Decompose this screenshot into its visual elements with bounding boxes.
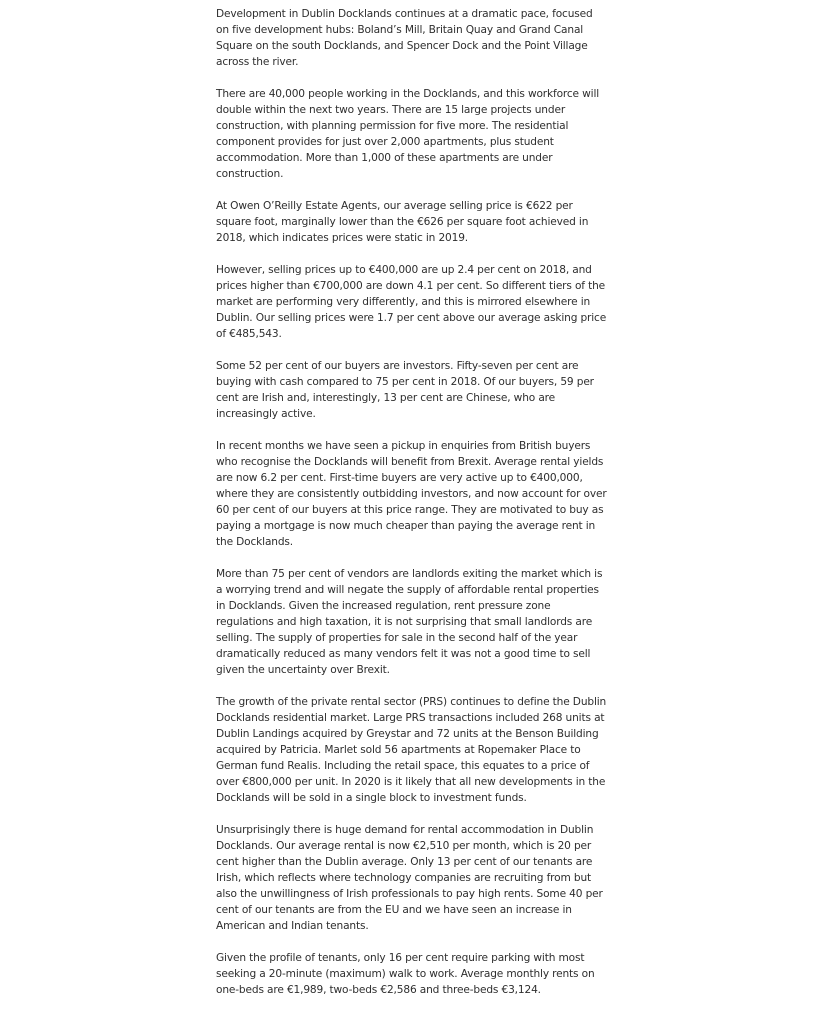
paragraph-buyers: Some 52 per cent of our buyers are investors. Fifty-seven per cent are buying with cash compared to 75 per cent in 2018. Of our buyers, 59 per cent are Irish and, interestingly, 13 per cent are Chinese, who are increasingly active. [216, 360, 594, 420]
paragraph-british-buyers: In recent months we have seen a pickup in enquiries from British buyers who recognise the Docklands will benefit from Brexit. Average rental yields are now 6.2 per cent. First-time buyers are very active up to €400,000, where they are consistently outbidding investors, and now account for over 60 per cent of our buyers at this price range. They are motivated to buy as paying a mortgage is now much cheaper than paying the average rent in the Docklands. [216, 440, 607, 548]
paragraph-price-tiers: However, selling prices up to €400,000 are up 2.4 per cent on 2018, and prices higher than €700,000 are down 4.1 per cent. So different tiers of the market are performing very differently, and this is mirrored elsewhere in Dublin. Our selling prices were 1.7 per cent above our average asking price of €485,543. [216, 264, 607, 340]
paragraph-workforce: There are 40,000 people working in the Docklands, and this workforce will double within the next two years. There are 15 large projects under construction, with planning permission for five more. The residential component provides for just over 2,000 apartments, plus student accommodation. More than 1,000 of these apartments are under construction. [216, 88, 600, 180]
paragraph-docklands-development: Development in Dublin Docklands continues at a dramatic pace, focused on five development hubs: Boland’s Mill, Britain Quay and Grand Canal Square on the south Docklands, and Spencer Dock and the Point Village across the river. [216, 8, 593, 68]
paragraph-selling-price: At Owen O’Reilly Estate Agents, our average selling price is €622 per square foot, marginally lower than the €626 per square foot achieved in 2018, which indicates prices were static in 2019. [216, 200, 589, 244]
paragraph-rental-demand: Unsurprisingly there is huge demand for rental accommodation in Dublin Docklands. Our average rental is now €2,510 per month, which is 20 per cent higher than the Dublin average. Only 13 per cent of our tenants are Irish, which reflects where technology companies are recruiting from but also the unwillingness of Irish professionals to pay high rents. Some 40 per cent of our tenants are from the EU and we have seen an increase in American and Indian tenants. [216, 824, 603, 932]
paragraph-vendors: More than 75 per cent of vendors are landlords exiting the market which is a worrying trend and will negate the supply of affordable rental properties in Docklands. Given the increased regulation, rent pressure zone regulations and high taxation, it is not surprising that small landlords are selling. The supply of properties for sale in the second half of the year dramatically reduced as many vendors felt it was not a good time to sell given the uncertainty over Brexit. [216, 568, 603, 676]
article-body [216, 6, 608, 1014]
paragraph-tenant-profile: Given the profile of tenants, only 16 per cent require parking with most seeking a 20-minute (maximum) walk to work. Average monthly rents on one-beds are €1,989, two-beds €2,586 and three-beds €3,124. [216, 952, 595, 996]
paragraph-prs-growth: The growth of the private rental sector (PRS) continues to define the Dublin Docklands residential market. Large PRS transactions included 268 units at Dublin Landings acquired by Greystar and 72 units at the Benson Building acquired by Patricia. Marlet sold 56 apartments at Ropemaker Place to German fund Realis. Including the retail space, this equates to a price of over €800,000 per unit. In 2020 is it likely that all new developments in the Docklands will be sold in a single block to investment funds. [216, 696, 607, 804]
